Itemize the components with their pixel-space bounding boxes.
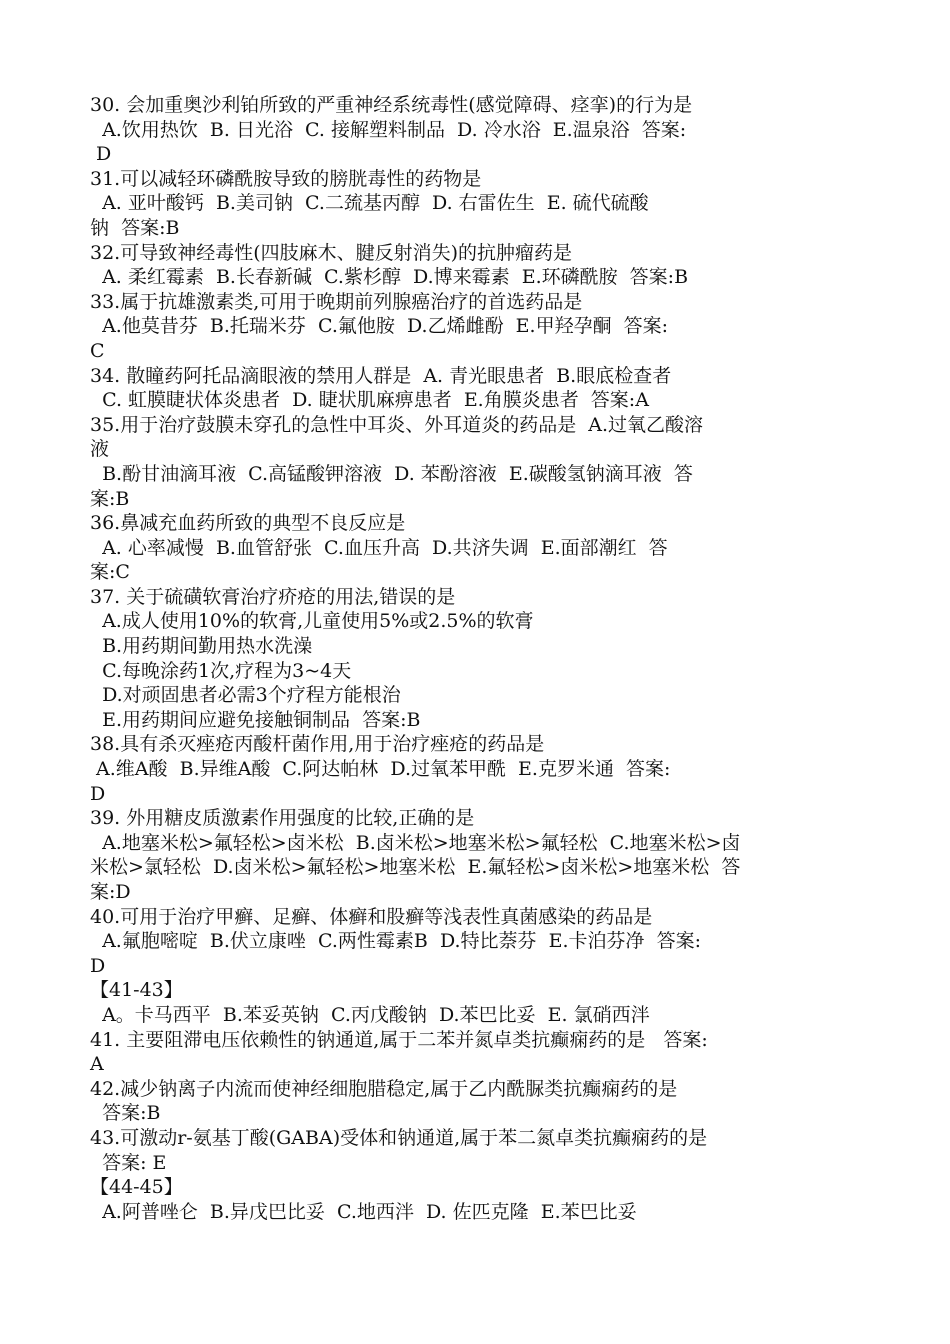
document-line: 34. 散瞳药阿托品滴眼液的禁用人群是 A. 青光眼患者 B.眼底检查者 bbox=[90, 364, 672, 387]
document-line: A.地塞米松>氟轻松>卤米松 B.卤米松>地塞米松>氟轻松 C.地塞米松>卤 bbox=[90, 831, 741, 854]
document-line: C.每晚涂药1次,疗程为3~4天 bbox=[90, 659, 352, 682]
document-line: 37. 关于硫磺软膏治疗疥疮的用法,错误的是 bbox=[90, 585, 456, 608]
document-page bbox=[90, 93, 880, 1224]
document-line: A。卡马西平 B.苯妥英钠 C.丙戊酸钠 D.苯巴比妥 E. 氯硝西泮 bbox=[90, 1003, 650, 1026]
document-line: 39. 外用糖皮质激素作用强度的比较,正确的是 bbox=[90, 807, 475, 830]
document-line: 43.可激动r-氨基丁酸(GABA)受体和钠通道,属于苯二氮卓类抗癫痫药的是 bbox=[90, 1126, 708, 1149]
document-line: A.成人使用10%的软膏,儿童使用5%或2.5%的软膏 bbox=[90, 610, 534, 633]
document-line: A.饮用热饮 B. 日光浴 C. 接解塑料制品 D. 冷水浴 E.温泉浴 答案: bbox=[90, 118, 687, 141]
document-line: 案:B bbox=[90, 487, 130, 510]
document-line: D bbox=[90, 954, 106, 977]
document-line: A.阿普唑仑 B.异戊巴比妥 C.地西泮 D. 佐匹克隆 E.苯巴比妥 bbox=[90, 1200, 637, 1223]
document-line: 31.可以减轻环磷酰胺导致的膀胱毒性的药物是 bbox=[90, 167, 482, 190]
document-line: C bbox=[90, 339, 105, 362]
document-line: 42.减少钠离子内流而使神经细胞腊稳定,属于乙内酰脲类抗癫痫药的是 bbox=[90, 1077, 678, 1100]
document-line: 38.具有杀灭痤疮丙酸杆菌作用,用于治疗痤疮的药品是 bbox=[90, 733, 545, 756]
document-line: 米松>氯轻松 D.卤米松>氟轻松>地塞米松 E.氟轻松>卤米松>地塞米松 答 bbox=[90, 856, 741, 879]
document-line: B.用药期间勤用热水洗澡 bbox=[90, 635, 313, 658]
document-line: E.用药期间应避免接触铜制品 答案:B bbox=[90, 708, 421, 731]
document-line: A. 亚叶酸钙 B.美司钠 C.二巯基丙醇 D. 右雷佐生 E. 硫代硫酸 bbox=[90, 192, 649, 215]
document-line: 36.鼻减充血药所致的典型不良反应是 bbox=[90, 512, 406, 535]
document-line: 案:D bbox=[90, 881, 131, 903]
document-line: 钠 答案:B bbox=[90, 216, 180, 239]
document-line: D.对顽固患者必需3个疗程方能根治 bbox=[90, 684, 401, 707]
document-line: 30. 会加重奥沙利铂所致的严重神经系统毒性(感觉障碍、痉挛)的行为是 bbox=[90, 94, 693, 116]
document-line: D bbox=[90, 782, 106, 805]
document-line: 33.属于抗雄激素类,可用于晚期前列腺癌治疗的首选药品是 bbox=[90, 290, 583, 313]
document-line: 41. 主要阻滞电压依赖性的钠通道,属于二苯并氮卓类抗癫痫药的是 答案: bbox=[90, 1028, 708, 1051]
document-line: B.酚甘油滴耳液 C.高锰酸钾溶液 D. 苯酚溶液 E.碳酸氢钠滴耳液 答 bbox=[90, 462, 693, 485]
document-line: 35.用于治疗鼓膜未穿孔的急性中耳炎、外耳道炎的药品是 A.过氧乙酸溶 bbox=[90, 413, 704, 436]
document-line: A bbox=[90, 1053, 104, 1076]
document-line: A.氟胞嘧啶 B.伏立康唑 C.两性霉素B D.特比萘芬 E.卡泊芬净 答案: bbox=[90, 930, 702, 953]
document-line: C. 虹膜睫状体炎患者 D. 睫状肌麻痹患者 E.角膜炎患者 答案:A bbox=[90, 389, 649, 412]
document-line: 案:C bbox=[90, 561, 130, 584]
document-line: 【44-45】 bbox=[90, 1176, 183, 1199]
document-line: A.他莫昔芬 B.托瑞米芬 C.氟他胺 D.乙烯雌酚 E.甲羟孕酮 答案: bbox=[90, 315, 669, 338]
document-line: D bbox=[90, 143, 112, 166]
document-line: 答案:B bbox=[90, 1102, 161, 1125]
document-line: 答案: E bbox=[90, 1151, 167, 1174]
document-line: 40.可用于治疗甲癣、足癣、体癣和股癣等浅表性真菌感染的药品是 bbox=[90, 905, 653, 928]
document-line: A.维A酸 B.异维A酸 C.阿达帕林 D.过氧苯甲酰 E.克罗米通 答案: bbox=[90, 758, 671, 781]
document-line: A. 心率减慢 B.血管舒张 C.血压升高 D.共济失调 E.面部潮红 答 bbox=[90, 536, 668, 559]
document-line: 32.可导致神经毒性(四肢麻木、腱反射消失)的抗肿瘤药是 bbox=[90, 241, 573, 264]
document-line: A. 柔红霉素 B.长春新碱 C.紫杉醇 D.博来霉素 E.环磷酰胺 答案:B bbox=[90, 266, 689, 289]
document-line: 【41-43】 bbox=[90, 979, 183, 1002]
document-line: 液 bbox=[90, 438, 110, 461]
